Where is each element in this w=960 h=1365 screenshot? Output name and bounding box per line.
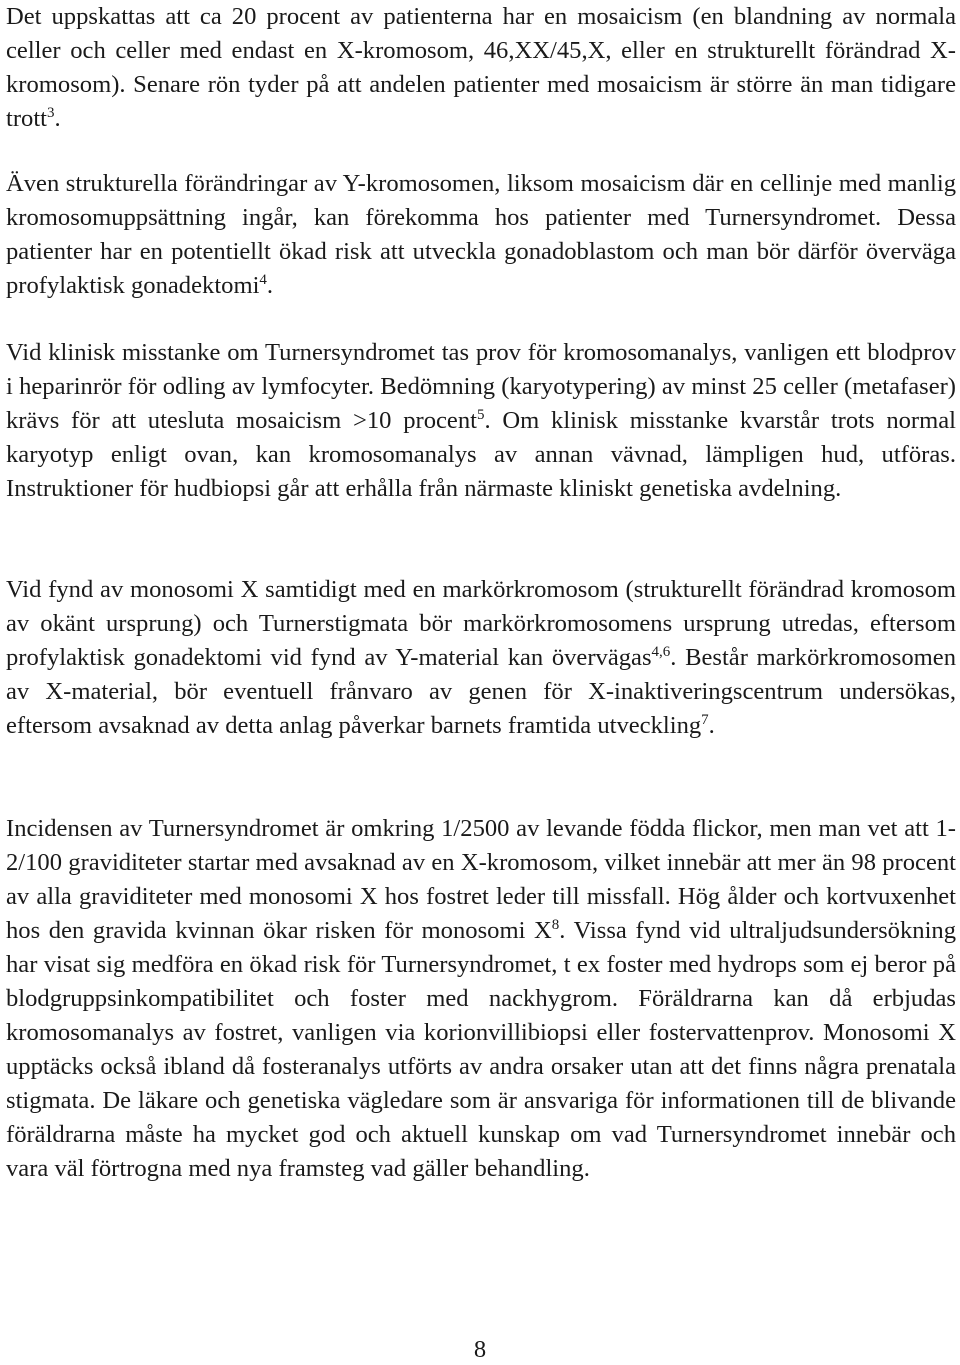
citation-superscript: 4,6 xyxy=(651,644,671,660)
paragraph-mosaicism xyxy=(6,0,956,136)
paragraph-marker-chromosome xyxy=(6,573,956,743)
paragraph-text: . xyxy=(266,272,274,299)
paragraph-clinical-suspicion xyxy=(6,336,956,506)
paragraph-text: Även strukturella förändringar av Y-kromosomen, liksom mosaicism där en cellinje med manlig kromosomuppsättning ingår, kan förekomma hos patienter med Turnersyndromet. Dessa patienter har en potentiellt ökad risk att utveckla gonadoblastom och man bör därför överväga profylaktisk gonadektomi xyxy=(6,170,956,299)
citation-superscript: 4 xyxy=(259,272,267,288)
paragraph-text: Vid fynd av monosomi X samtidigt med en markörkromosom (strukturellt förändrad kromosom av okänt ursprung) och Turnerstigmata bör markörkromosomens ursprung utredas, eftersom profylaktisk gonadektomi vid fynd av Y-material kan övervägas xyxy=(6,576,956,671)
paragraph-y-chromosome xyxy=(6,167,956,303)
page-number: 8 xyxy=(473,1336,487,1363)
paragraph-text: . Om klinisk misstanke kvarstår trots normal karyotyp enligt ovan, kan kromosomanalys av annan vävnad, lämpligen hud, utföras. Instruktioner för hudbiopsi går att erhålla från närmaste kliniskt genetiska avdelning. xyxy=(6,407,956,502)
citation-superscript: 3 xyxy=(47,105,55,121)
paragraph-text: Vid klinisk misstanke om Turnersyndromet tas prov för kromosomanalys, vanligen ett blodprov i heparinrör för odling av lymfocyter. Bedömning (karyotypering) av minst 25 celler (metafaser) krävs för att utesluta mosaicism >10 procent xyxy=(6,339,956,434)
citation-superscript: 7 xyxy=(701,712,709,728)
paragraph-text: . Vissa fynd vid ultraljudsundersökning har visat sig medföra en ökad risk för Turnersyndromet, t ex foster med hydrops som ej beror på blodgruppsinkompatibilitet och foster med nackhygrom. Föräldrarna kan då erbjudas kromosomanalys av fostret, vanligen via korionvillibiopsi eller fostervattenprov. Monosomi X upptäcks också ibland då fosteranalys utförts av andra orsaker utan att det finns några prenatala stigmata. De läkare och genetiska vägledare som är ansvariga för informationen till de blivande föräldrarna måste ha mycket god och aktuell kunskap om vad Turnersyndromet innebär och vara väl förtrogna med nya framsteg vad gäller behandling. xyxy=(6,917,956,1182)
citation-superscript: 8 xyxy=(551,917,560,933)
citation-superscript: 5 xyxy=(476,407,485,423)
paragraph-incidence xyxy=(6,812,956,1186)
paragraph-text: Det uppskattas att ca 20 procent av patienterna har en mosaicism (en blandning av normala celler och celler med endast en X-kromosom, 46,XX/45,X, eller en strukturellt förändrad X-kromosom). Senare rön tyder på att andelen patienter med mosaicism är större än man tidigare trott xyxy=(6,3,956,132)
paragraph-text: . xyxy=(54,105,61,132)
paragraph-text: . Består markörkromosomen av X-material, bör eventuell frånvaro av genen för X-inaktiveringscentrum undersökas, eftersom avsaknad av detta anlag påverkar barnets framtida utveckling xyxy=(6,644,956,739)
paragraph-text: Incidensen av Turnersyndromet är omkring 1/2500 av levande födda flickor, men man vet att 1-2/100 graviditeter startar med avsaknad av en X-kromosom, vilket innebär att mer än 98 procent av alla graviditeter med monosomi X hos fostret leder till missfall. Hög ålder och kortvuxenhet hos den gravida kvinnan ökar risken för monosomi X xyxy=(6,815,956,944)
paragraph-text: . xyxy=(708,712,715,739)
